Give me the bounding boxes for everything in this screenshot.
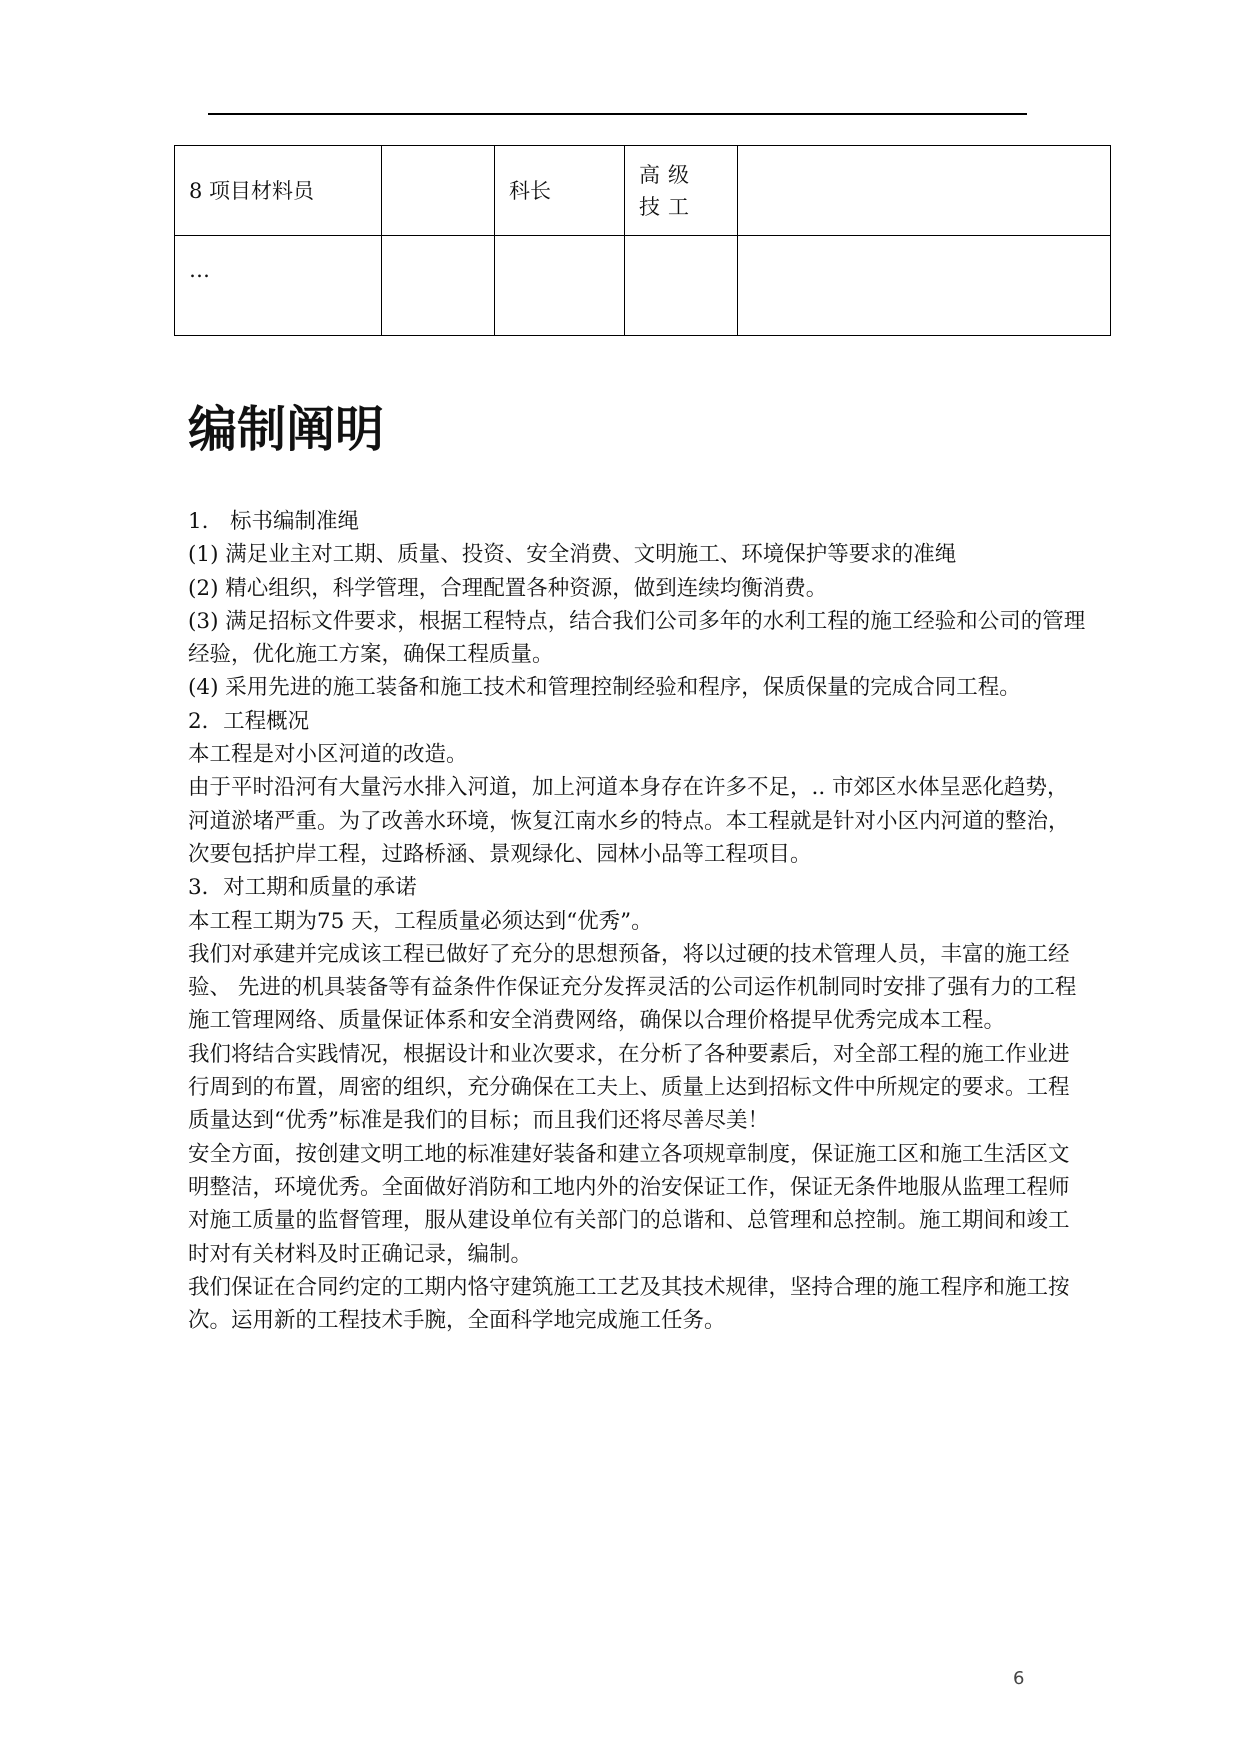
paragraph: 我们对承建并完成该工程已做好了充分的思想预备，将以过硬的技术管理人员，丰富的施工经验、 先进的机具装备等有益条件作保证充分发挥灵活的公司运作机制同时安排了强有力的工程施工管理网络、质量保证体系和安全消费网络，确保以合理价格提早优秀完成本工程。: [188, 941, 1077, 1034]
paragraph: (4) 采用先进的施工装备和施工技术和管理控制经验和程序，保质保量的完成合同工程。: [188, 675, 1021, 701]
table-cell: [625, 236, 738, 336]
paragraph: 我们保证在合同约定的工期内恪守建筑施工工艺及其技术规律，坚持合理的施工程序和施工按次。运用新的工程技术手腕，全面科学地完成施工任务。: [188, 1274, 1070, 1334]
table-cell: [382, 146, 495, 236]
table-cell: [738, 146, 1111, 236]
table-cell: 8 项目材料员: [175, 146, 382, 236]
paragraph: 本工程工期为75 天，工程质量必须达到“优秀”。: [188, 908, 653, 934]
table-cell: [495, 236, 625, 336]
page-number: 6: [1013, 1668, 1025, 1689]
paragraph: 3．对工期和质量的承诺: [188, 875, 417, 901]
paragraph: 本工程是对小区河道的改造。: [188, 742, 468, 768]
paragraph: 安全方面，按创建文明工地的标准建好装备和建立各项规章制度，保证施工区和施工生活区文明整洁，环境优秀。全面做好消防和工地内外的治安保证工作，保证无条件地服从监理工程师对施工质量的监督管理，服从建设单位有关部门的总谐和、总管理和总控制。施工期间和竣工时对有关材料及时正确记录，编制。: [188, 1141, 1070, 1267]
table-row: [175, 236, 1111, 336]
paragraph: 2．工程概况: [188, 708, 310, 734]
table-cell: …: [175, 236, 382, 336]
section-title: 编制阐明: [188, 401, 385, 458]
table-cell: 高级技工: [625, 146, 738, 236]
paragraph: 由于平时沿河有大量污水排入河道，加上河道本身存在许多不足，.. 市郊区水体呈恶化趋势，河道淤堵严重。为了改善水环境，恢复江南水乡的特点。本工程就是针对小区内河道的整治，次要包括护岸工程，过路桥涵、景观绿化、园林小品等工程项目。: [188, 775, 1070, 867]
table-row: [175, 146, 1111, 236]
table-cell: [738, 236, 1111, 336]
table-cell: 科长: [495, 146, 625, 236]
paragraph: (3) 满足招标文件要求，根据工程特点，结合我们公司多年的水利工程的施工经验和公司的管理经验，优化施工方案，确保工程质量。: [188, 608, 1086, 668]
paragraph: 1. 标书编制准绳: [188, 509, 360, 534]
header-rule: [208, 113, 1027, 115]
staff-table: [174, 145, 1111, 336]
table-cell: [382, 236, 495, 336]
paragraph: 我们将结合实践情况，根据设计和业次要求，在分析了各种要素后，对全部工程的施工作业进行周到的布置，周密的组织，充分确保在工夫上、质量上达到招标文件中所规定的要求。工程质量达到“优秀”标准是我们的目标；而且我们还将尽善尽美！: [188, 1041, 1070, 1134]
paragraph: (1) 满足业主对工期、质量、投资、安全消费、文明施工、环境保护等要求的准绳: [188, 542, 957, 568]
body-text: [188, 505, 1088, 1337]
paragraph: (2) 精心组织，科学管理，合理配置各种资源，做到连续均衡消费。: [188, 575, 828, 601]
